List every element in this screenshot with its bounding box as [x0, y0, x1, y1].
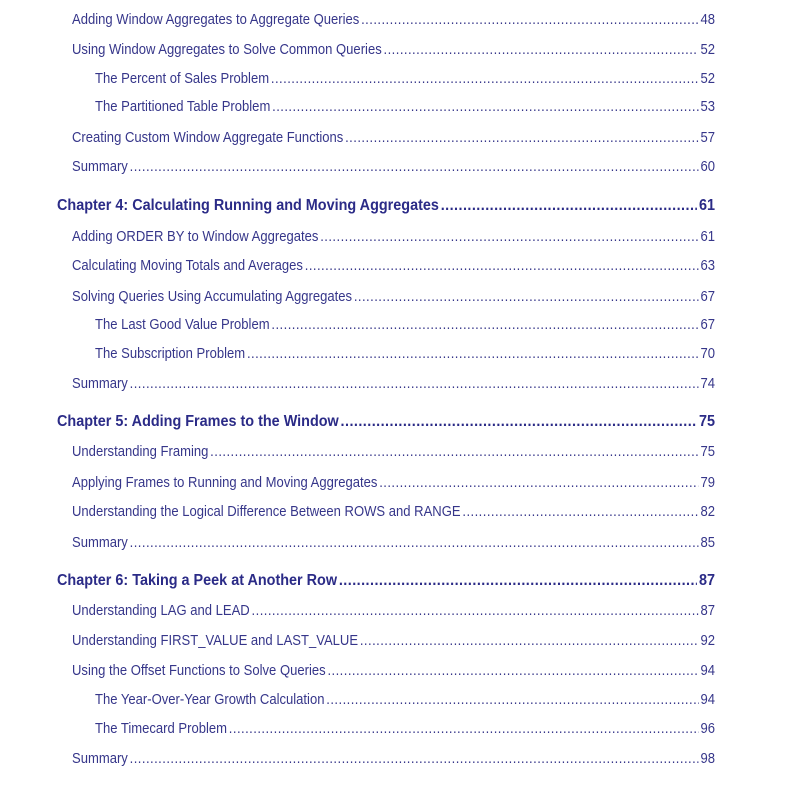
toc-subsection-entry[interactable] [95, 315, 715, 335]
toc-entry-title: Chapter 5: Adding Frames to the Window [57, 413, 339, 430]
toc-dot-leader [361, 10, 699, 30]
toc-page-number: 61 [700, 229, 715, 245]
toc-page-number: 53 [700, 99, 715, 115]
toc-dot-leader [130, 533, 699, 553]
toc-dot-leader [341, 412, 698, 432]
toc-page-number: 52 [700, 42, 715, 58]
toc-entry-title: Understanding Framing [72, 444, 209, 460]
toc-page-number: 94 [700, 663, 715, 679]
toc-chapter-entry[interactable] [57, 571, 715, 591]
toc-section-entry[interactable] [72, 10, 715, 30]
toc-page-number: 70 [700, 346, 715, 362]
toc-dot-leader [384, 40, 699, 60]
toc-section-entry[interactable] [72, 128, 715, 148]
toc-page-number: 87 [700, 603, 715, 619]
toc-page-number: 67 [700, 317, 715, 333]
toc-page-number: 92 [700, 633, 715, 649]
toc-entry-title: Summary [72, 159, 128, 175]
toc-section-entry[interactable] [72, 256, 715, 276]
toc-dot-leader [326, 690, 698, 710]
toc-entry-title: Understanding the Logical Difference Between ROWS and RANGE [72, 504, 461, 520]
toc-page-number: 75 [698, 413, 715, 430]
toc-page-number: 74 [700, 376, 715, 392]
toc-dot-leader [462, 502, 698, 522]
toc-subsection-entry[interactable] [95, 344, 715, 364]
toc-section-entry[interactable] [72, 157, 715, 177]
toc-section-entry[interactable] [72, 287, 715, 307]
toc-page-number: 60 [700, 159, 715, 175]
toc-section-entry[interactable] [72, 473, 715, 493]
toc-entry-title: Creating Custom Window Aggregate Functions [72, 130, 344, 146]
toc-chapter-entry[interactable] [57, 412, 715, 432]
toc-page-number: 96 [700, 721, 715, 737]
toc-page-number: 98 [700, 751, 715, 767]
toc-dot-leader [320, 227, 698, 247]
toc-entry-title: Using the Offset Functions to Solve Queries [72, 663, 326, 679]
toc-entry-title: The Percent of Sales Problem [95, 71, 270, 87]
toc-section-entry[interactable] [72, 749, 715, 769]
toc-section-entry[interactable] [72, 227, 715, 247]
toc-entry-title: Applying Frames to Running and Moving Aggregates [72, 475, 378, 491]
toc-subsection-entry[interactable] [95, 690, 715, 710]
toc-entry-title: The Subscription Problem [95, 346, 246, 362]
toc-entry-title: The Partitioned Table Problem [95, 99, 271, 115]
toc-page-number: 57 [700, 130, 715, 146]
toc-dot-leader [130, 374, 699, 394]
toc-dot-leader [210, 442, 698, 462]
toc-chapter-entry[interactable] [57, 196, 715, 216]
toc-entry-title: Summary [72, 535, 128, 551]
toc-dot-leader [379, 473, 698, 493]
toc-dot-leader [345, 128, 699, 148]
toc-dot-leader [130, 749, 699, 769]
toc-page-number: 75 [700, 444, 715, 460]
toc-subsection-entry[interactable] [95, 69, 715, 89]
toc-page-number: 82 [700, 504, 715, 520]
toc-dot-leader [305, 256, 699, 276]
toc-page-number: 48 [700, 12, 715, 28]
toc-entry-title: Understanding LAG and LEAD [72, 603, 250, 619]
toc-page-number: 67 [700, 289, 715, 305]
toc-entry-title: Using Window Aggregates to Solve Common Queries [72, 42, 382, 58]
toc-entry-title: Understanding FIRST_VALUE and LAST_VALUE [72, 633, 359, 649]
toc-dot-leader [441, 196, 697, 216]
toc-entry-title: Chapter 4: Calculating Running and Moving Aggregates [57, 197, 439, 214]
toc-dot-leader [247, 344, 699, 364]
toc-entry-title: Solving Queries Using Accumulating Aggregates [72, 289, 353, 305]
toc-section-entry[interactable] [72, 442, 715, 462]
toc-dot-leader [271, 315, 698, 335]
toc-dot-leader [130, 157, 699, 177]
toc-subsection-entry[interactable] [95, 719, 715, 739]
toc-section-entry[interactable] [72, 40, 715, 60]
toc-dot-leader [252, 601, 699, 621]
toc-dot-leader [272, 97, 699, 117]
toc-dot-leader [339, 571, 697, 591]
toc-dot-leader [354, 287, 699, 307]
toc-entry-title: Chapter 6: Taking a Peek at Another Row [57, 572, 338, 589]
toc-section-entry[interactable] [72, 601, 715, 621]
toc-section-entry[interactable] [72, 502, 715, 522]
toc-section-entry[interactable] [72, 631, 715, 651]
toc-page-number: 61 [698, 197, 715, 214]
toc-entry-title: The Last Good Value Problem [95, 317, 270, 333]
toc-dot-leader [327, 661, 698, 681]
toc-dot-leader [271, 69, 699, 89]
toc-page-number: 63 [700, 258, 715, 274]
toc-entry-title: Adding ORDER BY to Window Aggregates [72, 229, 319, 245]
toc-entry-title: Calculating Moving Totals and Averages [72, 258, 303, 274]
toc-page-number: 52 [700, 71, 715, 87]
toc-entry-title: The Year-Over-Year Growth Calculation [95, 692, 325, 708]
toc-section-entry[interactable] [72, 533, 715, 553]
toc-entry-title: Adding Window Aggregates to Aggregate Queries [72, 12, 360, 28]
toc-page-number: 85 [700, 535, 715, 551]
toc-entry-title: Summary [72, 751, 128, 767]
toc-entry-title: The Timecard Problem [95, 721, 228, 737]
toc-entry-title: Summary [72, 376, 128, 392]
toc-page-number: 87 [698, 572, 715, 589]
toc-subsection-entry[interactable] [95, 97, 715, 117]
toc-section-entry[interactable] [72, 374, 715, 394]
toc-page-number: 79 [700, 475, 715, 491]
toc-dot-leader [360, 631, 699, 651]
toc-dot-leader [229, 719, 699, 739]
toc-page-number: 94 [700, 692, 715, 708]
toc-section-entry[interactable] [72, 661, 715, 681]
